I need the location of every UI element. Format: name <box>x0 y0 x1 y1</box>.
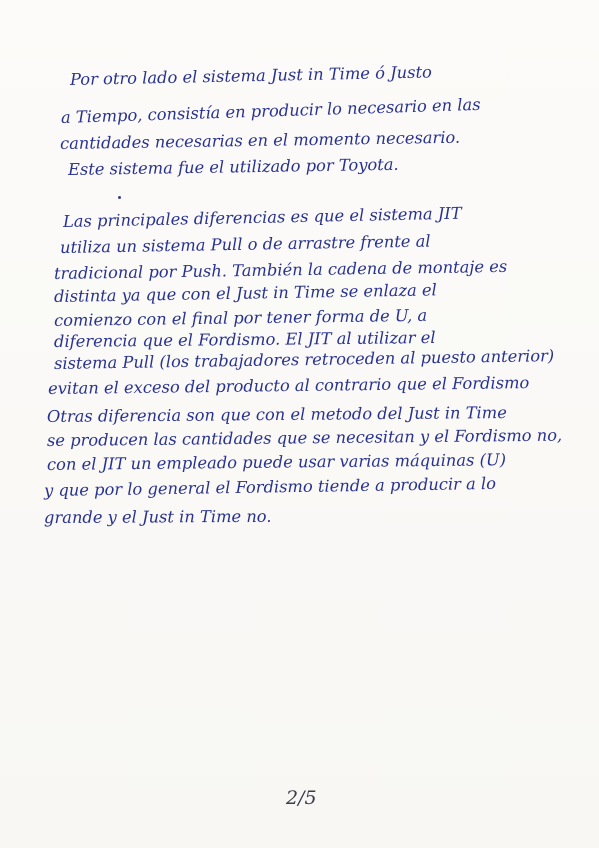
paragraph-2-line-11: con el JIT un empleado puede usar varias máquinas (U) <box>46 450 507 474</box>
paragraph-2-line-10: se producen las cantidades que se necesitan y el Fordismo no, <box>46 425 563 450</box>
paragraph-2-line-6: diferencia que el Fordismo. El JIT al utilizar el <box>53 328 436 351</box>
ink-dot <box>118 196 121 199</box>
page-number: 2/5 <box>286 787 317 809</box>
paragraph-2-line-4: distinta ya que con el Just in Time se enlaza el <box>53 280 437 306</box>
paragraph-1-line-2: a Tiempo, consistía en producir lo necesario en las <box>60 94 481 127</box>
paragraph-2-line-3: tradicional por Push. También la cadena de montaje es <box>53 256 508 283</box>
paragraph-2-line-12: y que por lo general el Fordismo tiende a producir a lo <box>43 473 497 500</box>
paragraph-2-line-2: utiliza un sistema Pull o de arrastre frente al <box>59 231 431 257</box>
paragraph-1-line-1: Por otro lado el sistema Just in Time ó Justo <box>69 62 432 89</box>
paragraph-2-line-1: Las principales diferencias es que el sistema JIT <box>62 203 462 231</box>
paragraph-2-line-8: evitan el exceso del producto al contrario que el Fordismo <box>47 373 530 398</box>
paragraph-1-line-4: Este sistema fue el utilizado por Toyota. <box>67 154 399 179</box>
paragraph-2-line-7: sistema Pull (los trabajadores retroceden al puesto anterior) <box>53 346 555 373</box>
paragraph-1-line-3: cantidades necesarias en el momento necesario. <box>59 127 461 153</box>
paragraph-2-line-13: grande y el Just in Time no. <box>43 506 272 527</box>
paragraph-2-line-9: Otras diferencia son que con el metodo del Just in Time <box>46 402 507 426</box>
paragraph-2-line-5: comienzo con el final por tener forma de U, a <box>53 305 428 330</box>
